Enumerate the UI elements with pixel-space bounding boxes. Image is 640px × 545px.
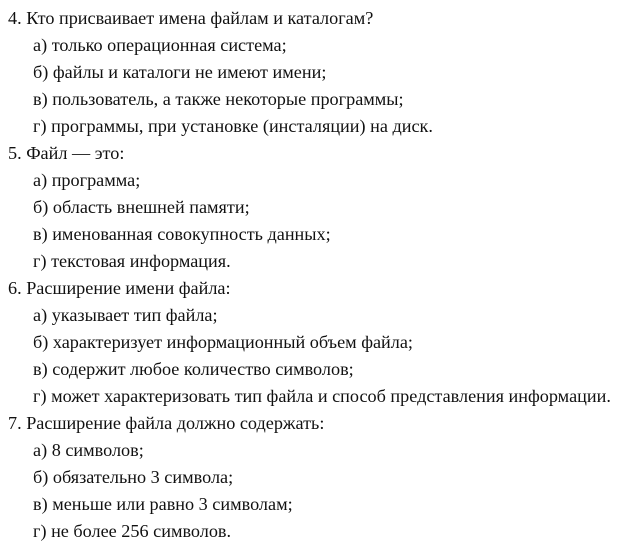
option-text: пользователь, а также некоторые программы; xyxy=(52,89,404,109)
answer-options xyxy=(0,167,640,275)
option-letter: г) xyxy=(33,251,47,271)
question-text: Файл — это: xyxy=(26,143,125,163)
question-text: Расширение имени файла: xyxy=(26,278,231,298)
option-letter: а) xyxy=(33,170,48,190)
answer-option-b xyxy=(0,329,640,356)
option-letter: г) xyxy=(33,521,47,541)
option-letter: в) xyxy=(33,359,48,379)
answer-option-b xyxy=(0,464,640,491)
question-4 xyxy=(0,5,640,140)
answer-option-a xyxy=(0,437,640,464)
question-text: Расширение файла должно содержать: xyxy=(26,413,325,433)
option-text: содержит любое количество символов; xyxy=(52,359,354,379)
question-heading xyxy=(0,410,640,437)
option-letter: в) xyxy=(33,224,48,244)
option-text: текстовая информация. xyxy=(51,251,231,271)
question-number: 4. xyxy=(8,8,22,28)
answer-option-g xyxy=(0,113,640,140)
option-letter: г) xyxy=(33,386,47,406)
question-number: 7. xyxy=(8,413,22,433)
option-text: обязательно 3 символа; xyxy=(52,467,234,487)
option-letter: а) xyxy=(33,35,48,55)
option-letter: а) xyxy=(33,440,48,460)
answer-options xyxy=(0,32,640,140)
answer-option-g xyxy=(0,248,640,275)
question-heading xyxy=(0,5,640,32)
option-text: может характеризовать тип файла и способ представления информации. xyxy=(51,386,611,406)
option-text: 8 символов; xyxy=(51,440,144,460)
answer-option-b xyxy=(0,194,640,221)
question-text: Кто присваивает имена файлам и каталогам? xyxy=(26,8,374,28)
option-text: характеризует информационный объем файла; xyxy=(52,332,413,352)
option-text: область внешней памяти; xyxy=(52,197,250,217)
question-7 xyxy=(0,410,640,545)
option-text: программа; xyxy=(51,170,141,190)
option-letter: б) xyxy=(33,332,49,352)
answer-options xyxy=(0,437,640,545)
option-text: файлы и каталоги не имеют имени; xyxy=(52,62,327,82)
answer-option-g xyxy=(0,518,640,545)
option-text: меньше или равно 3 символам; xyxy=(52,494,293,514)
answer-option-v xyxy=(0,86,640,113)
answer-option-v xyxy=(0,491,640,518)
question-number: 5. xyxy=(8,143,22,163)
option-letter: б) xyxy=(33,62,49,82)
option-letter: в) xyxy=(33,89,48,109)
question-heading xyxy=(0,140,640,167)
option-text: только операционная система; xyxy=(51,35,287,55)
answer-option-b xyxy=(0,59,640,86)
answer-option-a xyxy=(0,167,640,194)
option-letter: б) xyxy=(33,197,49,217)
answer-option-a xyxy=(0,302,640,329)
question-number: 6. xyxy=(8,278,22,298)
answer-option-g xyxy=(0,383,640,410)
option-letter: в) xyxy=(33,494,48,514)
option-text: не более 256 символов. xyxy=(51,521,232,541)
option-letter: а) xyxy=(33,305,48,325)
question-heading xyxy=(0,275,640,302)
option-text: именованная совокупность данных; xyxy=(52,224,331,244)
option-text: указывает тип файла; xyxy=(51,305,218,325)
answer-options xyxy=(0,302,640,410)
question-6 xyxy=(0,275,640,410)
option-text: программы, при установке (инсталяции) на диск. xyxy=(51,116,433,136)
answer-option-v xyxy=(0,221,640,248)
option-letter: г) xyxy=(33,116,47,136)
question-5 xyxy=(0,140,640,275)
answer-option-a xyxy=(0,32,640,59)
answer-option-v xyxy=(0,356,640,383)
option-letter: б) xyxy=(33,467,49,487)
